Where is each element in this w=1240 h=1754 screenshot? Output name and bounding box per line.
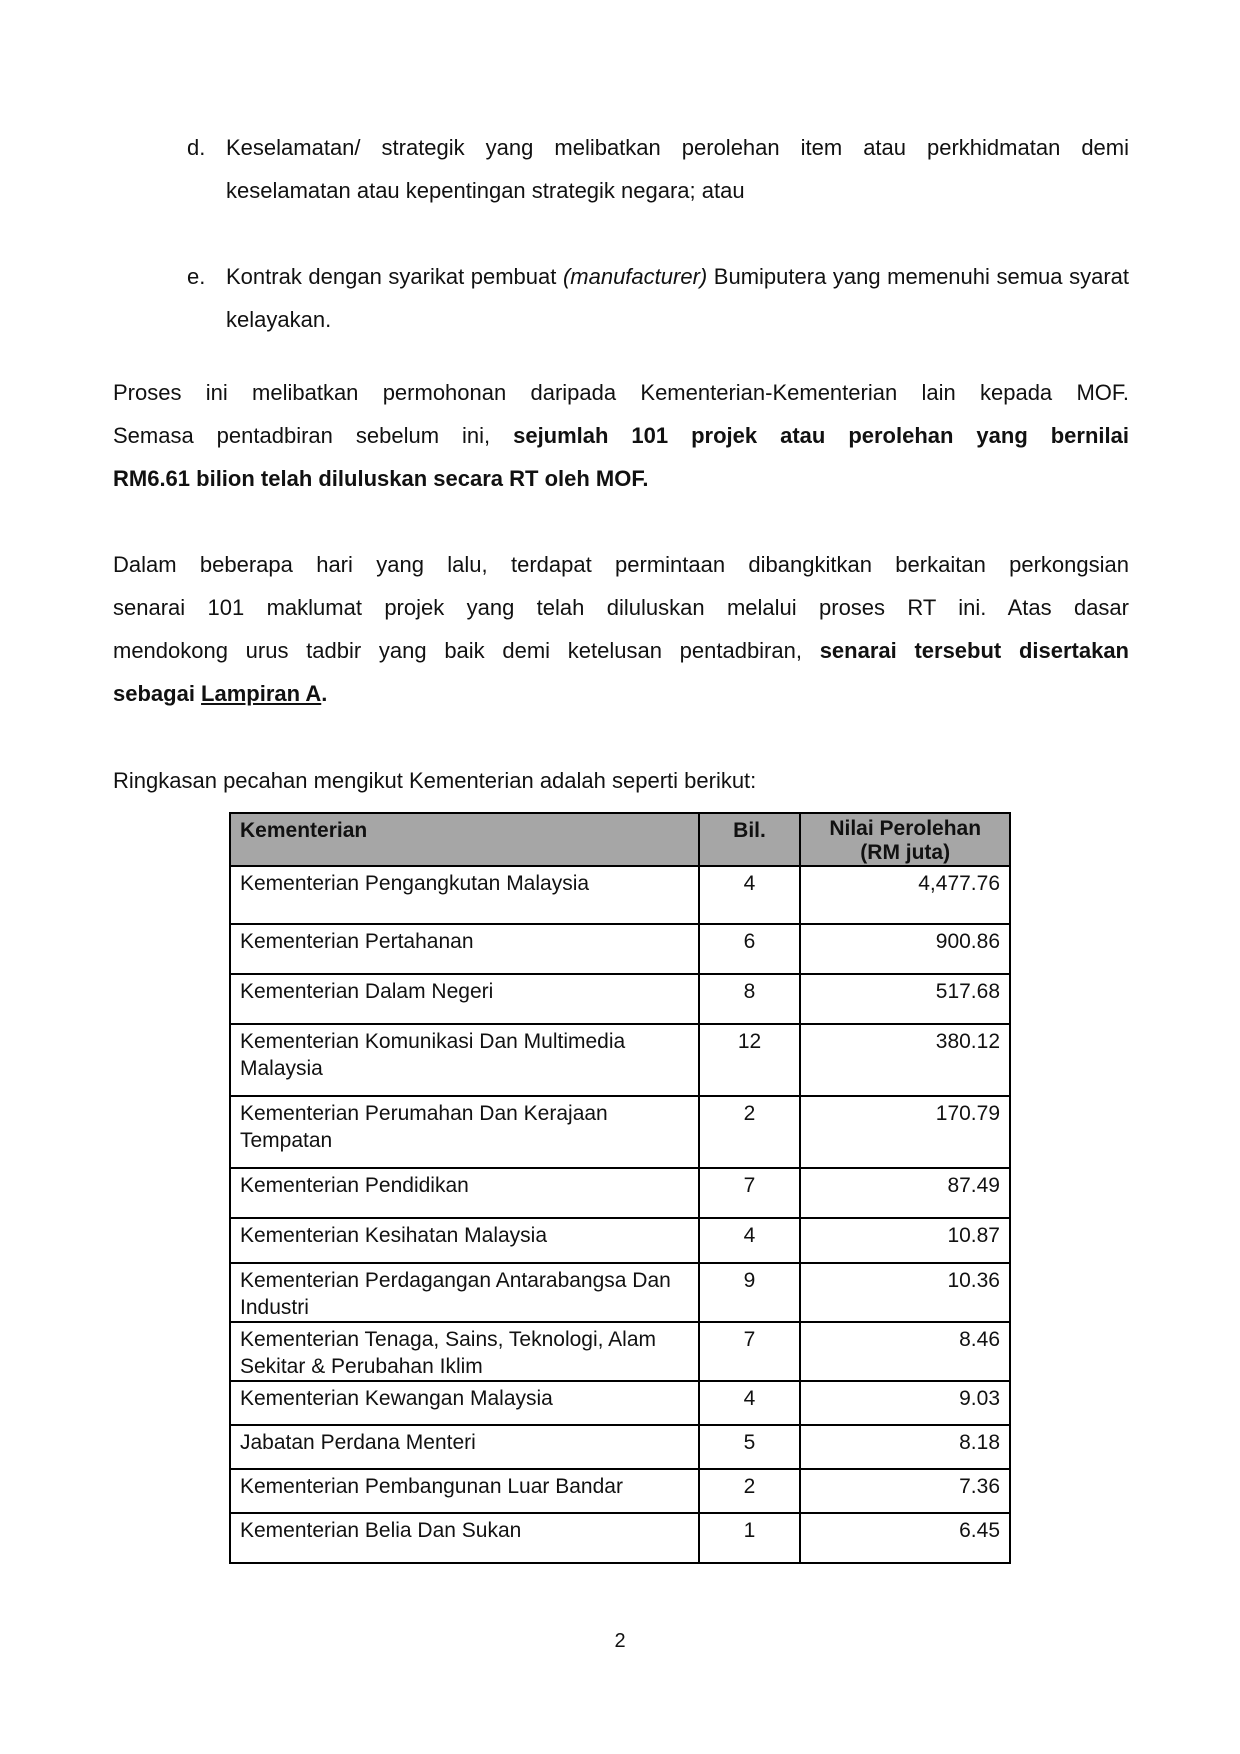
table-row [230,1096,1010,1168]
ministry-cell: Jabatan Perdana Menteri [230,1425,699,1469]
list-item-d [187,126,1129,212]
list-text-italic: (manufacturer) [562,264,708,289]
value-cell: 10.36 [800,1263,1010,1322]
ministry-cell: Kementerian Pengangkutan Malaysia [230,866,699,924]
ministry-cell: Kementerian Tenaga, Sains, Teknologi, Alam Sekitar & Perubahan Iklim [230,1322,699,1381]
para2-line1: Dalam beberapa hari yang lalu, terdapat permintaan dibangkitkan berkaitan perkongsian [113,552,1129,577]
list-marker: e. [187,264,206,289]
ministry-cell: Kementerian Belia Dan Sukan [230,1513,699,1563]
ministry-cell: Kementerian Dalam Negeri [230,974,699,1024]
value-cell: 4,477.76 [800,866,1010,924]
count-cell: 8 [699,974,801,1024]
value-cell: 8.46 [800,1322,1010,1381]
count-cell: 5 [699,1425,801,1469]
table-row [230,1322,1010,1381]
ministry-summary-table [229,812,1011,1564]
table-row [230,1425,1010,1469]
table-row [230,1218,1010,1263]
ministry-cell: Kementerian Perdagangan Antarabangsa Dan Industri [230,1263,699,1322]
count-cell: 2 [699,1096,801,1168]
paragraph-disclosure [113,543,1129,715]
list-text-before: Kontrak dengan syarikat pembuat [226,264,563,289]
count-cell: 2 [699,1469,801,1513]
lampiran-a-link[interactable]: Lampiran A [201,681,322,706]
value-cell: 517.68 [800,974,1010,1024]
para1-line2-bold: sejumlah 101 projek atau perolehan yang bernilai [513,423,1129,448]
para2-line4-bold [113,681,327,706]
para1-line1: Proses ini melibatkan permohonan daripada Kementerian-Kementerian lain kepada MOF. [113,380,1129,405]
para1-line3-bold: RM6.61 bilion telah diluluskan secara RT oleh MOF. [113,466,649,491]
header-count: Bil. [699,813,801,866]
header-value: Nilai Perolehan (RM juta) [800,813,1010,866]
para1-line2 [113,414,1129,457]
ministry-cell: Kementerian Komunikasi Dan Multimedia Malaysia [230,1024,699,1096]
table-row [230,1024,1010,1096]
ministry-cell: Kementerian Kesihatan Malaysia [230,1218,699,1263]
ministry-cell: Kementerian Pembangunan Luar Bandar [230,1469,699,1513]
table-row [230,1263,1010,1322]
table-row [230,1469,1010,1513]
value-cell: 170.79 [800,1096,1010,1168]
value-cell: 10.87 [800,1218,1010,1263]
count-cell: 4 [699,866,801,924]
value-cell: 7.36 [800,1469,1010,1513]
table-body [230,866,1010,1563]
table-row [230,974,1010,1024]
table-row [230,1168,1010,1218]
paragraph-process [113,371,1129,500]
ministry-cell: Kementerian Kewangan Malaysia [230,1381,699,1425]
ministry-cell: Kementerian Pendidikan [230,1168,699,1218]
count-cell: 7 [699,1322,801,1381]
table-header-row [230,813,1010,866]
list-item-text [226,255,1129,341]
count-cell: 1 [699,1513,801,1563]
value-cell: 380.12 [800,1024,1010,1096]
para1-line3 [113,457,1129,500]
para2-line3-bold: senarai tersebut disertakan [819,638,1129,663]
para2-line4 [113,672,1129,715]
para1-line2-plain: Semasa pentadbiran sebelum ini, [113,423,514,448]
count-cell: 12 [699,1024,801,1096]
para2-line2: senarai 101 maklumat projek yang telah diluluskan melalui proses RT ini. Atas dasar [113,595,1129,620]
list-item-e [187,255,1129,341]
value-cell: 9.03 [800,1381,1010,1425]
ministry-cell: Kementerian Pertahanan [230,924,699,974]
count-cell: 6 [699,924,801,974]
table-intro: Ringkasan pecahan mengikut Kementerian adalah seperti berikut: [113,768,757,793]
para2-line4-lead: sebagai [113,681,202,706]
table-row [230,1513,1010,1563]
value-cell: 6.45 [800,1513,1010,1563]
page-number: 2 [614,1630,626,1652]
list-marker: d. [187,135,206,160]
para2-line3-plain: mendokong urus tadbir yang baik demi ketelusan pentadbiran, [113,638,820,663]
value-cell: 900.86 [800,924,1010,974]
header-ministry: Kementerian [230,813,699,866]
value-cell: 8.18 [800,1425,1010,1469]
table-row [230,924,1010,974]
list-text-after: Bumiputera yang memenuhi semua syarat kelayakan. [226,264,1129,332]
table-row [230,866,1010,924]
para2-line4-end: . [321,681,328,706]
count-cell: 7 [699,1168,801,1218]
count-cell: 4 [699,1218,801,1263]
count-cell: 9 [699,1263,801,1322]
ministry-cell: Kementerian Perumahan Dan Kerajaan Tempatan [230,1096,699,1168]
value-cell: 87.49 [800,1168,1010,1218]
list-item-text: Keselamatan/ strategik yang melibatkan perolehan item atau perkhidmatan demi keselamatan atau kepentingan strategik negara; atau [226,135,1129,203]
count-cell: 4 [699,1381,801,1425]
table-row [230,1381,1010,1425]
para2-line3 [113,629,1129,672]
